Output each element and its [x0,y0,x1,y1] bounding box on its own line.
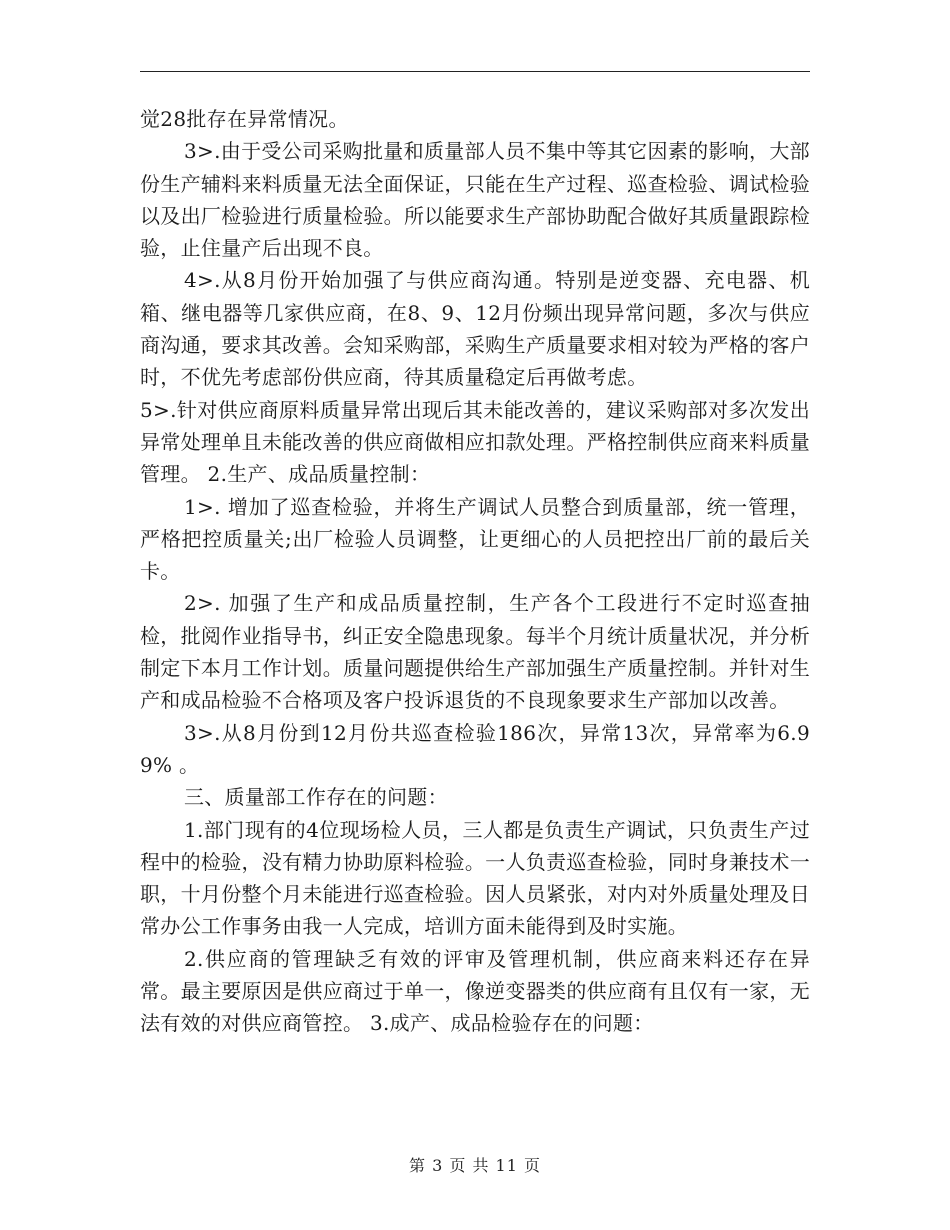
paragraph: 3>.从8月份到12月份共巡查检验186次，异常13次，异常率为6.99% 。 [140,720,810,777]
paragraph: 觉28批存在异常情况。 [140,107,349,131]
header-rule [140,71,810,72]
paragraph: 3>.由于受公司采购批量和质量部人员不集中等其它因素的影响，大部份生产辅料来料质量无法全面保证，只能在生产过程、巡查检验、调试检验以及出厂检验进行质量检验。所以能要求生产部协助配合做好其质量跟踪检验，止住量产后出现不良。 [140,139,810,261]
paragraph: 1>. 增加了巡查检验，并将生产调试人员整合到质量部，统一管理，严格把控质量关;出厂检验人员调整，让更细心的人员把控出厂前的最后关卡。 [140,494,810,584]
paragraph: 2.供应商的管理缺乏有效的评审及管理机制，供应商来料还存在异常。最主要原因是供应商过于单一，像逆变器类的供应商有且仅有一家，无法有效的对供应商管控。 3.成产、成品检验存在的问题： [140,946,810,1036]
paragraph: 4>.从8月份开始加强了与供应商沟通。特别是逆变器、充电器、机箱、继电器等几家供应商，在8、9、12月份频出现异常问题，多次与供应商沟通，要求其改善。会知采购部，采购生产质量要求相对较为严格的客户时，不优先考虑部份供应商，待其质量稳定后再做考虑。 [140,268,810,390]
paragraph: 2>. 加强了生产和成品质量控制，生产各个工段进行不定时巡查抽检，批阅作业指导书，纠正安全隐患现象。每半个月统计质量状况，并分析制定下本月工作计划。质量问题提供给生产部加强生产质量控制。并针对生产和成品检验不合格项及客户投诉退货的不良现象要求生产部加以改善。 [140,591,810,713]
paragraph: 5>.针对供应商原料质量异常出现后其未能改善的，建议采购部对多次发出异常处理单且未能改善的供应商做相应扣款处理。严格控制供应商来料质量管理。 2.生产、成品质量控制： [140,397,810,487]
section-heading: 三、质量部工作存在的问题： [184,785,448,810]
paragraph: 1.部门现有的4位现场检人员，三人都是负责生产调试，只负责生产过程中的检验，没有精力协助原料检验。一人负责巡查检验，同时身兼技术一职，十月份整个月未能进行巡查检验。因人员紧张，对内对外质量处理及日常办公工作事务由我一人完成，培训方面未能得到及时实施。 [140,817,810,939]
page-number-label: 第 3 页 共 11 页 [409,1156,541,1175]
page-footer [0,1153,950,1176]
document-body [140,103,810,1040]
